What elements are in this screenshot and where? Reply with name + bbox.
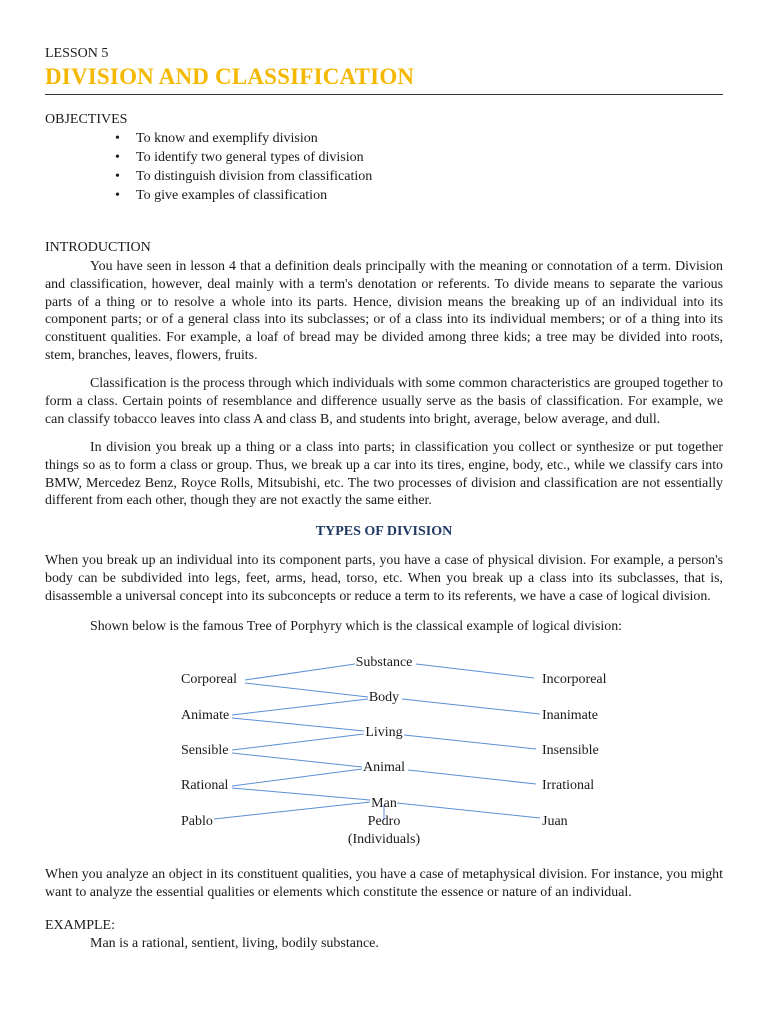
connector-line [404,735,536,749]
objectives-heading: OBJECTIVES [45,112,128,127]
tree-node-right: Insensible [542,743,599,758]
tree-node-left: Animate [181,708,230,723]
tree-node-left: Pablo [181,814,213,829]
connector-line [245,683,368,697]
tree-node: Living [365,725,403,740]
example-heading: EXAMPLE: [45,918,115,933]
tree-node-right: Juan [542,814,568,829]
connector-line [232,699,368,715]
tree-node-right: Incorporeal [542,672,607,687]
introduction-heading: INTRODUCTION [45,240,151,255]
objective-item: • To know and exemplify division [45,129,372,148]
tree-node-left: Rational [181,778,229,793]
types-paragraph-3: When you analyze an object in its constituent qualities, you have a case of metaphysical division. For instance, you might want to analyze the essential qualities or elements which constitute the essence or nature of an individual. [45,867,723,900]
intro-paragraph-3: In division you break up a thing or a class into parts; in classification you collect or synthesize or put together things so as to form a class or group. Thus, we break up a car into its tires, engine, body, etc., while we classify cars into BMW, Mercedez Benz, Royce Rolls, Mitsubishi, etc. The two processes of division and classification are not essentially different from each other, though they are not exactly the same either. [45,440,723,509]
connector-line [402,699,540,714]
connector-line [232,718,364,731]
connector-line [397,803,540,818]
tree-node: Animal [363,760,405,775]
objective-item: • To give examples of classification [45,186,372,205]
example-text: Man is a rational, sentient, living, bodily substance. [90,936,379,951]
tree-node-left: Sensible [181,743,229,758]
tree-node-left: Corporeal [181,672,237,687]
connector-line [408,770,536,784]
types-heading: TYPES OF DIVISION [315,524,453,539]
types-paragraph-1: When you break up an individual into its component parts, you have a case of physical division. For example, a person's body can be subdivided into legs, feet, arms, head, torso, etc. When you break up a class into its subclasses, that is, disassemble a universal concept into its subconcepts or reduce a term to its referents, we have a case of logical division. [45,553,723,604]
connector-line [245,664,355,680]
lesson-title: DIVISION AND CLASSIFICATION [45,64,415,89]
objective-item: • To identify two general types of division [45,148,372,167]
connector-line [214,802,370,819]
intro-paragraph-2: Classification is the process through which individuals with some common characteristics are grouped together to form a class. Certain points of resemblance and difference usually serve as the basis of classification. For example, we can classify tobacco leaves into class A and class B, and students into bright, average, below average, and dull. [45,376,723,427]
tree-node-right: Irrational [542,778,595,793]
connector-line [232,788,370,800]
connector-line [416,664,534,678]
intro-paragraph-1: You have seen in lesson 4 that a definition deals principally with the meaning or connotation of a term. Division and classification, however, deal mainly with a term's denotation or referents. To divide means to separate the various parts of a thing or to resolve a whole into its parts. Hence, division means the breaking up of an individual into its component parts; or of a general class into its subclasses; or of a class into its individual members; or of a thing into its constituent qualities. For example, a loaf of bread may be divided among three kids; a tree may be divided into roots, stem, branches, leaves, flowers, fruits. [45,259,723,363]
connector-line [232,753,362,767]
lesson-label: LESSON 5 [45,46,109,61]
tree-node: Substance [355,655,413,670]
tree-node-right: Inanimate [542,708,598,723]
tree-node: Man [371,796,397,811]
tree-node: Pedro [367,814,401,829]
tree-node: Body [368,690,400,705]
types-paragraph-2: Shown below is the famous Tree of Porphyry which is the classical example of logical division: [90,619,623,634]
connector-line [232,769,362,786]
tree-node: (Individuals) [347,832,421,847]
connector-line [232,734,364,750]
objective-item: • To distinguish division from classification [45,167,372,186]
